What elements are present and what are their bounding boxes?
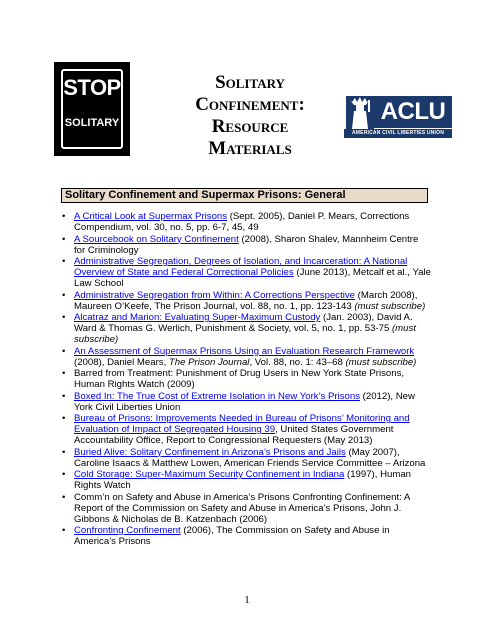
reference-citation: (May 2007), Caroline Isaacs & Matthew Lowen, American Friends Service Committee – Arizona [74,446,426,469]
reference-citation: (1997), Human Rights Watch [74,469,412,491]
title-line-2: Confinement: [195,94,305,115]
logo-stop-text: STOP [63,75,121,100]
subscription-note: (must subscribe) [354,300,426,312]
reference-item [62,368,432,390]
reference-item [62,346,432,368]
reference-link[interactable]: Cold Storage: Super-Maximum Security Confinement in Indiana [74,469,345,480]
title-line-4: Materials [208,138,292,159]
reference-link[interactable]: Alcatraz and Marion: Evaluating Super-Maximum Custody [74,312,321,323]
aclu-wordmark: ACLU [374,96,452,128]
reference-item [62,290,432,312]
reference-item [62,469,432,491]
reference-citation: (2008), Daniel Mears, [74,356,169,368]
aclu-logo [344,96,452,138]
subscription-note: (must subscribe) [345,356,417,368]
reference-link[interactable]: Bureau of Prisons: Improvements Needed in Bureau of Prisons’ Monitoring and Evaluation of Impact of Segregated Housing 39 [74,413,410,435]
reference-link[interactable]: Administrative Segregation from Within: A Corrections Perspective [74,289,356,301]
reference-item [62,312,432,345]
reference-link[interactable]: Confronting Confinement [74,525,181,536]
title-line-3: Resource [211,116,289,137]
reference-link[interactable]: A Critical Look at Supermax Prisons [74,211,228,222]
reference-citation: Barred from Treatment: Punishment of Drug Users in New York State Prisons, Human Rights Watch (2009) [74,368,405,390]
reference-citation: (2012), New York Civil Liberties Union [74,390,415,413]
reference-link[interactable]: A Sourcebook on Solitary Confinement [74,233,239,245]
reference-item [62,211,432,233]
reference-citation: (March 2008), Maureen O’Keefe, The Prison Journal, vol. 88, no. 1, pp. 123-143 [74,289,418,312]
reference-link[interactable]: Administrative Segregation, Degrees of Isolation, and Incarceration: A National Overview of State and Federal Correctional Policies [74,256,408,278]
page-title [150,72,350,160]
reference-item [62,391,432,413]
reference-item [62,256,432,289]
logo-solitary-text: SOLITARY [64,117,120,129]
reference-citation: (Sept. 2005), Daniel P. Mears, Corrections Compendium, vol. 30, no. 5, pp. 6-7, 45, 49 [74,211,410,233]
reference-citation: (2006), The Commission on Safety and Abuse in America’s Prisons [74,525,390,547]
subscription-note: (must subscribe) [74,323,416,345]
reference-item [62,447,432,469]
page-number: 1 [244,594,250,606]
aclu-subtitle: AMERICAN CIVIL LIBERTIES UNION [344,129,452,138]
reference-citation: Comm’n on Safety and Abuse in America’s Prisons Confronting Confinement: A Report of the Commission on Safety and Abuse in America’s Prisons, John J. Gibbons & Nicholas de B. Katzenbach (2006) [74,491,410,525]
title-line-1: Solitary [215,72,285,93]
reference-item [62,234,432,256]
reference-citation: (2008), Sharon Shalev, Mannheim Centre for Criminology [74,233,419,256]
reference-citation: (June 2013), Metcalf et al., Yale Law School [74,267,431,289]
reference-citation: , United States Government Accountability Office, Report to Congressional Requesters (May 2013) [74,424,394,446]
reference-list [62,211,432,548]
stop-solitary-logo [56,64,128,154]
reference-link[interactable]: An Assessment of Supermax Prisons Using an Evaluation Research Framework [74,345,415,357]
reference-citation: (Jan. 2003), David A. Ward & Thomas G. Werlich, Punishment & Society, vol. 5, no. 1, pp. 53-75 [74,312,413,334]
reference-item [62,525,432,547]
section-header: Solitary Confinement and Supermax Prisons: General [61,188,428,203]
reference-item [62,413,432,446]
statue-of-liberty-icon [346,96,374,129]
reference-link[interactable]: Buried Alive: Solitary Confinement in Arizona’s Prisons and Jails [74,446,346,458]
reference-citation-cont: , Vol. 88, no. 1: 43–68 [249,356,346,368]
journal-title: The Prison Journal [168,356,250,368]
reference-item [62,492,432,525]
reference-link[interactable]: Boxed In: The True Cost of Extreme Isolation in New York’s Prisons [74,390,360,402]
